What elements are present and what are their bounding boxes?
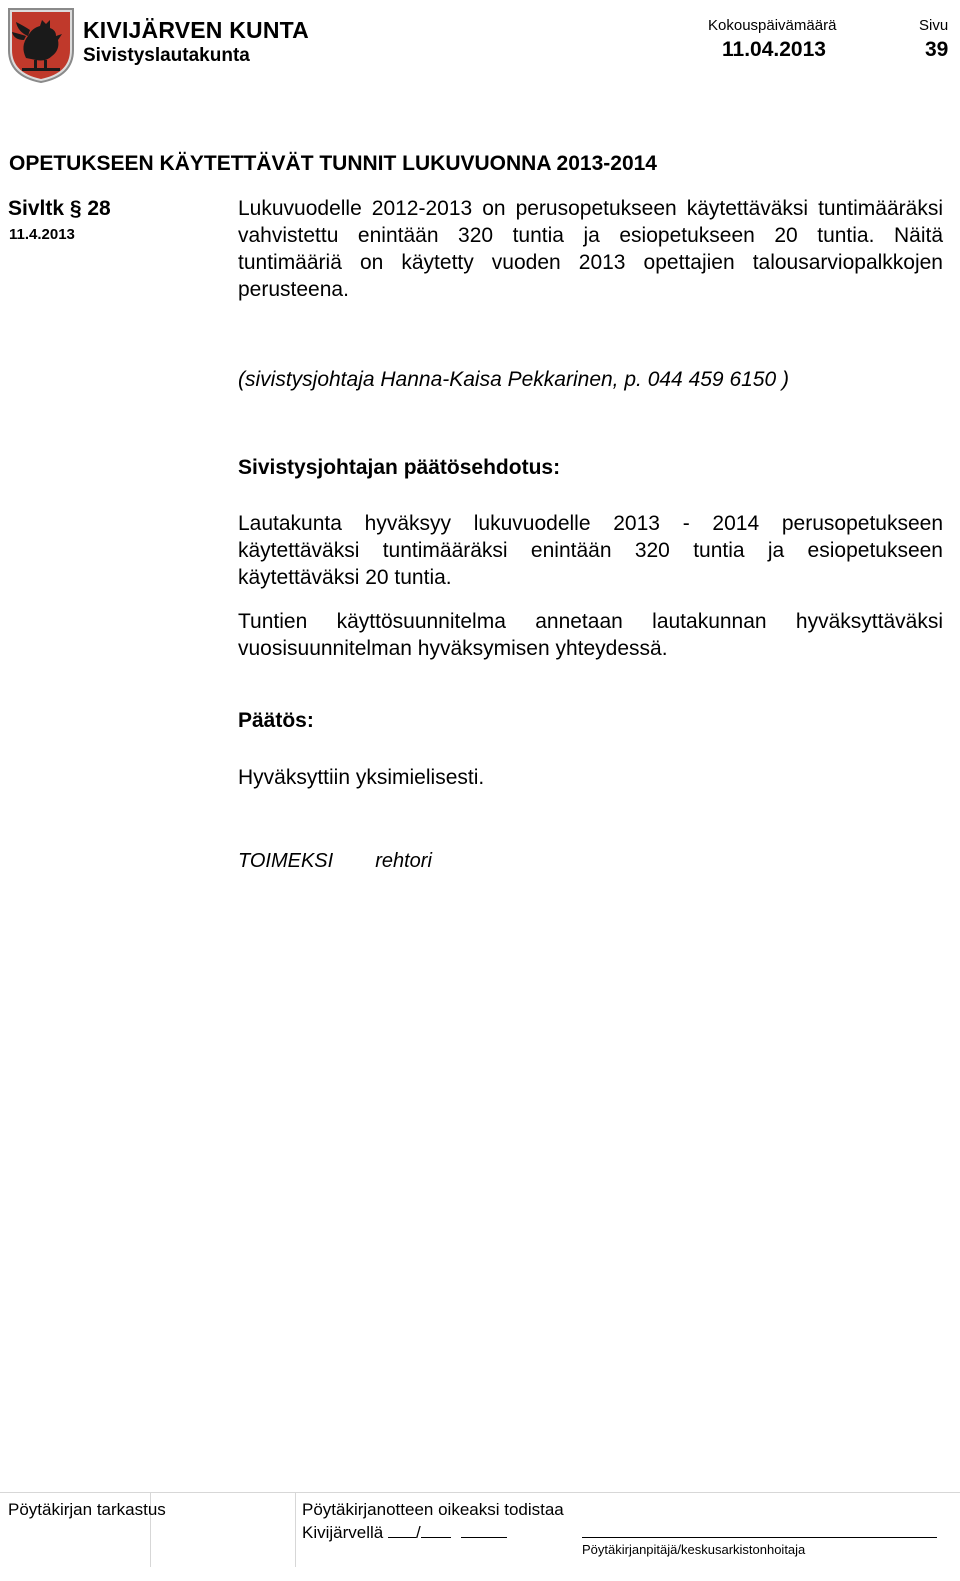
action-recipient: rehtori bbox=[375, 850, 432, 872]
committee-name: Sivistyslautakunta bbox=[83, 45, 250, 66]
meeting-date: 11.04.2013 bbox=[722, 38, 826, 61]
proposal-heading: Sivistysjohtajan päätösehdotus: bbox=[238, 456, 561, 479]
proposal-paragraph-1: Lautakunta hyväksyy lukuvuodelle 2013 - 2014 perusopetukseen käytettäväksi tuntimääräksi enintään 320 tuntia ja esiopetukseen käytettäväksi 20 tuntia. bbox=[238, 512, 943, 589]
footer-divider bbox=[0, 1492, 960, 1493]
signer-title: Pöytäkirjanpitäjä/keskusarkistonhoitaja bbox=[582, 1542, 806, 1557]
month-blank bbox=[421, 1521, 451, 1538]
page-number: 39 bbox=[925, 38, 949, 61]
contact-line: (sivistysjohtaja Hanna-Kaisa Pekkarinen, p. 044 459 6150 ) bbox=[238, 368, 789, 391]
decision-text: Hyväksyttiin yksimielisesti. bbox=[238, 766, 485, 789]
section-date: 11.4.2013 bbox=[9, 226, 75, 243]
action-line bbox=[238, 850, 432, 873]
day-blank bbox=[388, 1521, 416, 1538]
municipal-crest-icon bbox=[6, 6, 76, 84]
certify-place-date bbox=[302, 1521, 507, 1543]
decision-heading: Päätös: bbox=[238, 709, 314, 732]
signature-line bbox=[582, 1537, 937, 1538]
footer-column-divider bbox=[295, 1492, 296, 1567]
review-label: Pöytäkirjan tarkastus bbox=[8, 1500, 166, 1519]
year-blank bbox=[461, 1521, 507, 1538]
proposal-paragraph-2: Tuntien käyttösuunnitelma annetaan lautakunnan hyväksyttäväksi vuosisuunnitelman hyväksymisen yhteydessä. bbox=[238, 610, 943, 660]
municipality-name: KIVIJÄRVEN KUNTA bbox=[83, 17, 309, 43]
meeting-date-label: Kokouspäivämäärä bbox=[708, 17, 837, 34]
intro-paragraph: Lukuvuodelle 2012-2013 on perusopetukseen käytettäväksi tuntimääräksi vahvistettu enintään 320 tuntia ja esiopetukseen 20 tuntia. Näitä tuntimääriä on käytetty vuoden 2013 opettajien talousarviopalkkojen perusteena. bbox=[238, 197, 943, 301]
footer bbox=[0, 1492, 960, 1581]
document-title: OPETUKSEEN KÄYTETTÄVÄT TUNNIT LUKUVUONNA 2013-2014 bbox=[9, 152, 657, 175]
section-reference: Sivltk § 28 bbox=[8, 197, 111, 220]
certify-label: Pöytäkirjanotteen oikeaksi todistaa bbox=[302, 1500, 564, 1519]
certify-place: Kivijärvellä bbox=[302, 1523, 384, 1542]
page-label: Sivu bbox=[919, 17, 949, 34]
action-label: TOIMEKSI bbox=[238, 850, 334, 872]
date-separator: / bbox=[415, 1523, 421, 1542]
